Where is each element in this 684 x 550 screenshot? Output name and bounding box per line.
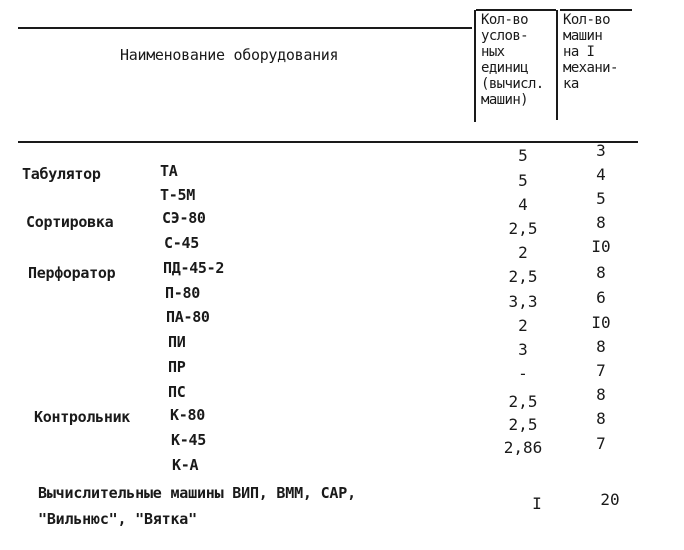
units-value: 2,86 xyxy=(503,438,543,457)
header-col-machines-line: Кол-во xyxy=(563,12,610,28)
units-value: 3,3 xyxy=(508,292,538,311)
machines-value: 8 xyxy=(596,263,606,282)
model-name: ТА xyxy=(160,162,178,180)
model-name: П-80 xyxy=(165,284,200,302)
machines-value: 8 xyxy=(596,409,606,428)
header-col-units-line: машин) xyxy=(481,92,528,108)
footer-units-value: I xyxy=(532,494,542,513)
model-name: С-45 xyxy=(164,234,199,252)
units-value: 2,5 xyxy=(508,267,538,286)
header-col-machines-line: механи- xyxy=(563,60,618,76)
header-col2-top-rule xyxy=(560,9,632,11)
header-col-machines-line: на I xyxy=(563,44,595,60)
header-col1-top-rule xyxy=(476,9,556,11)
model-name: ПА-80 xyxy=(166,308,210,326)
model-name: К-80 xyxy=(170,406,205,424)
units-value: 3 xyxy=(518,340,528,359)
header-col-units-line: ных xyxy=(481,44,505,60)
header-col-machines-line: машин xyxy=(563,28,603,44)
model-name: СЭ-80 xyxy=(162,209,206,227)
footer-machines-value: 20 xyxy=(600,490,620,509)
model-name: ПИ xyxy=(168,333,186,351)
machines-value: 5 xyxy=(596,189,606,208)
model-name: К-45 xyxy=(171,431,206,449)
machines-value: 4 xyxy=(596,165,606,184)
model-name: К-А xyxy=(172,456,199,474)
header-col-units-line: единиц xyxy=(481,60,528,76)
footer-label-line2: "Вильнюс", "Вятка" xyxy=(38,510,197,528)
machines-value: 7 xyxy=(596,434,606,453)
header-col-units xyxy=(481,12,556,108)
units-value: 5 xyxy=(518,171,528,190)
units-value: 2,5 xyxy=(508,415,538,434)
units-value: 2 xyxy=(518,316,528,335)
units-value: 2,5 xyxy=(508,392,538,411)
model-name: ПР xyxy=(168,358,186,376)
model-name: Т-5М xyxy=(160,186,195,204)
model-name: ПС xyxy=(168,383,186,401)
units-value: - xyxy=(518,364,528,383)
machines-value: 6 xyxy=(596,288,606,307)
machines-value: 3 xyxy=(596,141,606,160)
header-divider-left xyxy=(474,10,476,122)
units-value: 4 xyxy=(518,195,528,214)
header-top-rule xyxy=(18,27,472,29)
header-col-units-line: Кол-во xyxy=(481,12,528,28)
machines-value: I0 xyxy=(591,313,611,332)
machines-value: 8 xyxy=(596,385,606,404)
units-value: 5 xyxy=(518,146,528,165)
header-divider-middle xyxy=(556,10,558,120)
header-bottom-rule xyxy=(18,141,638,143)
group-label-sorter: Сортировка xyxy=(26,213,114,231)
machines-value: 8 xyxy=(596,213,606,232)
group-label-controller: Контрольник xyxy=(34,408,131,426)
footer-label-line1: Вычислительные машины ВИП, ВММ, САР, xyxy=(38,484,356,502)
group-label-perforator: Перфоратор xyxy=(28,264,116,282)
machines-value: 7 xyxy=(596,361,606,380)
header-col-units-line: услов- xyxy=(481,28,528,44)
group-label-tabulator: Табулятор xyxy=(22,165,101,183)
header-col-units-line: (вычисл. xyxy=(481,76,544,92)
header-col-machines xyxy=(563,12,643,92)
header-title: Наименование оборудования xyxy=(120,46,339,64)
header-col-machines-line: ка xyxy=(563,76,579,92)
model-name: ПД-45-2 xyxy=(163,259,225,277)
machines-value: 8 xyxy=(596,337,606,356)
units-value: 2,5 xyxy=(508,219,538,238)
units-value: 2 xyxy=(518,243,528,262)
machines-value: I0 xyxy=(591,237,611,256)
